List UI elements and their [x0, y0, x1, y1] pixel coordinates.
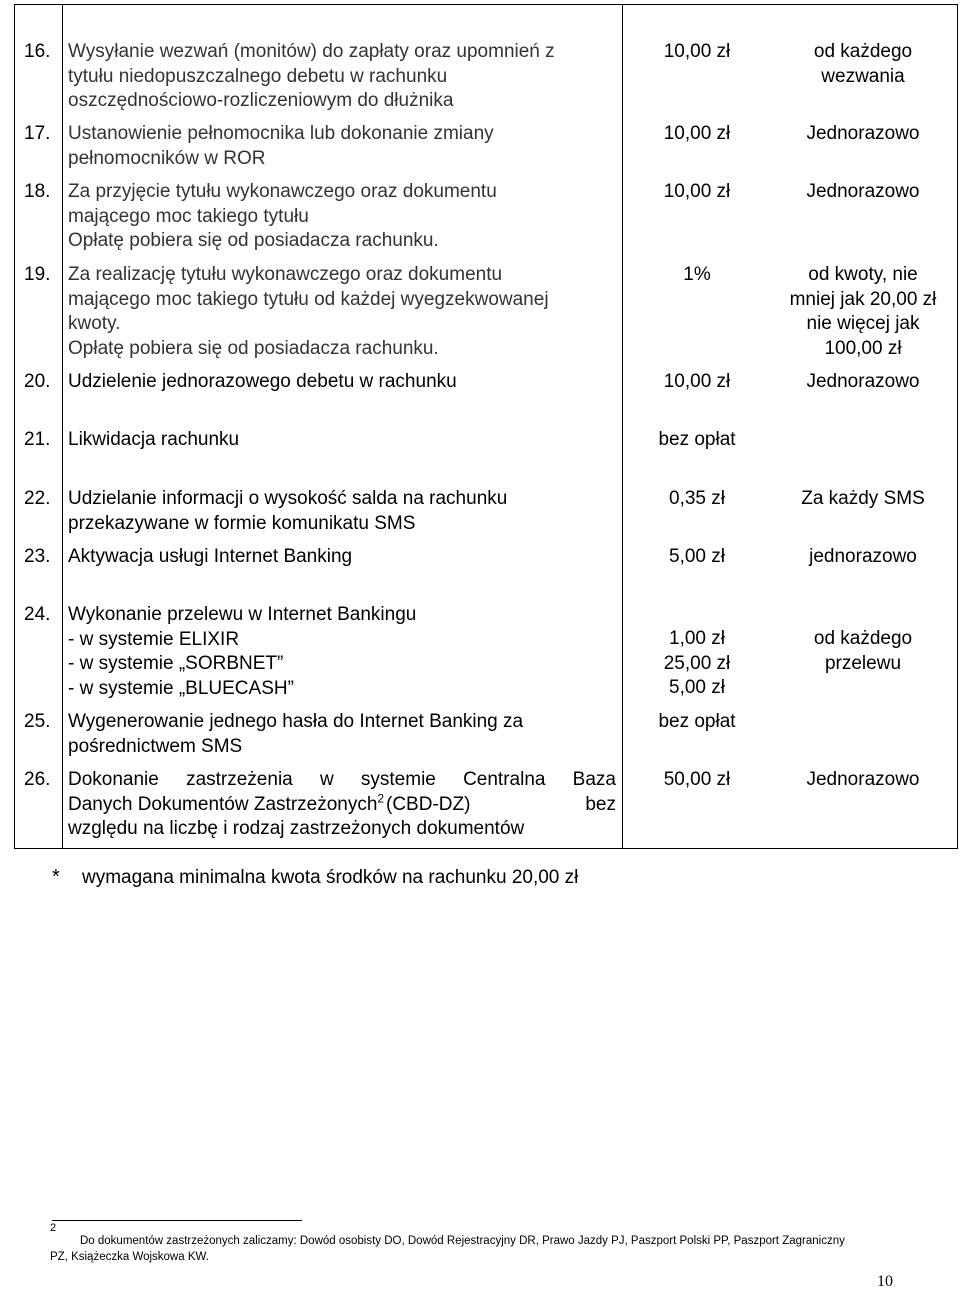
row-number: 24. — [24, 604, 51, 625]
row-frequency: Jednorazowo — [806, 371, 920, 392]
row-price: 1% — [683, 264, 711, 285]
footnote-text-line-2: PZ, Książeczka Wojskowa KW. — [50, 1251, 209, 1263]
table-col-divider-1 — [62, 4, 63, 849]
table-top-border — [14, 4, 958, 5]
row-frequency: od każdego przelewu — [813, 628, 913, 674]
row-price: 10,00 zł — [663, 41, 731, 62]
row-description: Udzielenie jednorazowego debetu w rachunku — [68, 371, 457, 392]
row-frequency: Za każdy SMS — [801, 488, 925, 509]
row-description: Wykonanie przelewu w Internet Bankingu - w systemie ELIXIR - w systemie „SORBNET” - w systemie „BLUECASH” — [68, 604, 417, 699]
table-bottom-border — [14, 848, 958, 849]
row-frequency: od kwoty, nie mniej jak 20,00 zł nie więcej jak 100,00 zł — [789, 264, 937, 359]
row-price: 0,35 zł — [669, 488, 725, 509]
row-number: 20. — [24, 371, 51, 392]
footnote — [50, 1224, 56, 1240]
row-description: Wysyłanie wezwań (monitów) do zapłaty oraz upomnień z tytułu niedopuszczalnego debetu w rachunku oszczędnościowo-rozliczeniowym do dłużnika — [68, 41, 555, 111]
row-frequency: Jednorazowo — [806, 181, 920, 202]
row-number: 19. — [24, 264, 51, 285]
row-number: 16. — [24, 41, 51, 62]
footnote-text-line-1: Do dokumentów zastrzeżonych zaliczamy: Dowód osobisty DO, Dowód Rejestracyjny DR, Prawo Jazdy PJ, Paszport Polski PP, Paszport Zagraniczny — [80, 1235, 845, 1247]
row-price: 10,00 zł — [663, 371, 731, 392]
row-price: bez opłat — [658, 711, 736, 732]
row-number: 18. — [24, 181, 51, 202]
row-description: Aktywacja usługi Internet Banking — [68, 546, 353, 567]
page-number: 10 — [877, 1273, 893, 1290]
row-number: 21. — [24, 429, 51, 450]
footnote-separator — [52, 1220, 302, 1221]
row-description: Za realizację tytułu wykonawczego oraz dokumentu mającego moc takiego tytułu od każdej wyegzekwowanej kwoty. Opłatę pobiera się od posiadacza rachunku. — [68, 264, 549, 359]
row-description: Ustanowienie pełnomocnika lub dokonanie zmiany pełnomocników w ROR — [68, 123, 494, 169]
row-price: bez opłat — [658, 429, 736, 450]
row-price: 10,00 zł — [663, 123, 731, 144]
footnote-reference: 2 — [377, 791, 385, 806]
row-number: 17. — [24, 123, 51, 144]
footnote-mark: 2 — [50, 1222, 57, 1234]
row-price: 50,00 zł — [663, 769, 731, 790]
row-frequency: Jednorazowo — [806, 123, 920, 144]
minimum-balance-note: wymagana minimalna kwota środków na rachunku 20,00 zł — [82, 867, 579, 888]
row-price: 10,00 zł — [663, 181, 731, 202]
row-number: 22. — [24, 488, 51, 509]
asterisk-icon: * — [52, 866, 60, 888]
row-price: 5,00 zł — [669, 546, 725, 567]
row-number: 23. — [24, 546, 51, 567]
row-frequency: jednorazowo — [809, 546, 917, 567]
row-description: Udzielanie informacji o wysokość salda na rachunku przekazywane w formie komunikatu SMS — [68, 488, 508, 534]
table-right-border — [957, 4, 958, 849]
row-frequency: od każdego wezwania — [813, 41, 913, 87]
table-left-border — [14, 4, 15, 849]
row-frequency: Jednorazowo — [806, 769, 920, 790]
row-description: Dokonanie zastrzeżenia w systemie Centralna Baza Danych Dokumentów Zastrzeżonych$^2$ (CBD-DZ) bez względu na liczbę i rodzaj zastrzeżonych dokumentów — [68, 769, 616, 839]
row-description: Likwidacja rachunku — [68, 429, 240, 450]
row-description: Za przyjęcie tytułu wykonawczego oraz dokumentu mającego moc takiego tytułu Opłatę pobiera się od posiadacza rachunku. — [68, 181, 497, 251]
row-number: 25. — [24, 711, 51, 732]
row-number: 26. — [24, 769, 51, 790]
row-description: Wygenerowanie jednego hasła do Internet Banking za pośrednictwem SMS — [68, 711, 524, 757]
row-price: 1,00 zł 25,00 zł 5,00 zł — [663, 628, 731, 698]
